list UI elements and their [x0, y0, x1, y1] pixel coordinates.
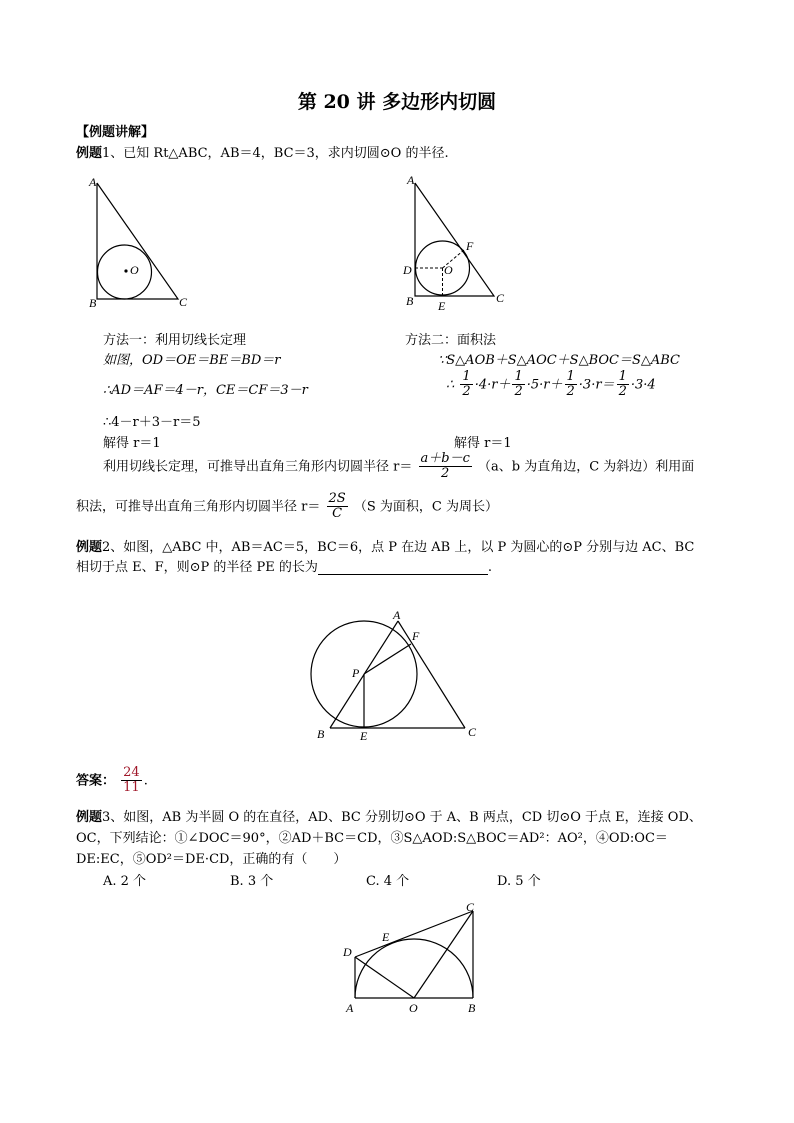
option-d[interactable]: D. 5 个: [497, 874, 541, 889]
example3-line2: OC，下列结论：①∠DOC＝90°，②AD＋BC＝CD，③S△AOD:S△BOC＝AD²：AO²，④OD:OC＝: [76, 831, 668, 846]
method1-line1: 如图，OD＝OE＝BE＝BD＝r: [103, 353, 281, 368]
fig4-label-b: B: [468, 1001, 476, 1015]
example1-label: 例题: [76, 146, 103, 161]
option-b[interactable]: B. 3 个: [230, 874, 274, 889]
fig2-label-d: D: [403, 263, 412, 277]
option-c[interactable]: C. 4 个: [366, 874, 410, 889]
method1-line4: 解得 r＝1: [103, 436, 161, 451]
figure-2-tangent-points: [398, 170, 518, 315]
method2-title: 方法二：面积法: [405, 333, 497, 348]
fig1-label-a: A: [89, 175, 97, 189]
fig2-label-c: C: [496, 291, 505, 305]
fig1-label-b: B: [89, 296, 97, 310]
fig2-label-e: E: [438, 299, 446, 313]
fig4-label-e: E: [382, 930, 390, 944]
fig4-label-o: O: [409, 1001, 418, 1015]
option-a[interactable]: A. 2 个: [103, 874, 147, 889]
fig1-label-o: O: [130, 263, 139, 277]
example2-line2: 相切于点 E、F，则⊙P 的半径 PE 的长为 .: [76, 560, 493, 575]
example1-question: [76, 142, 449, 161]
example3-line3: DE:EC，⑤OD²＝DE·CD，正确的有（ ）: [76, 852, 347, 867]
fig4-label-a: A: [346, 1001, 354, 1015]
method1-line3: ∴4－r＋3－r＝5: [103, 415, 201, 430]
section-heading: 【例题讲解】: [76, 125, 155, 140]
figure-3-circle-triangle: [305, 608, 490, 748]
page-title: 第 20 讲 多边形内切圆: [297, 91, 497, 113]
example3-line1: 例题3、如图，AB 为半圆 O 的在直径，AD、BC 分别切⊙O 于 A、B 两点，CD 切⊙O 于点 E，连接 OD、: [76, 810, 702, 825]
figure-1-triangle-incircle: [80, 170, 200, 315]
fig2-label-a: A: [407, 173, 415, 187]
answer-blank: [318, 562, 488, 575]
fig3-label-p: P: [352, 666, 360, 680]
method2-line3: 解得 r＝1: [454, 436, 512, 451]
fig2-label-b: B: [406, 294, 414, 308]
method1-title: 方法一：利用切线长定理: [103, 333, 247, 348]
method2-line1: ∵S△AOB＋S△AOC＋S△BOC＝S△ABC: [438, 353, 681, 368]
fig1-label-c: C: [179, 295, 188, 309]
method2-line2: ∴ $\frac{1}{2}$ ·4·r＋ $\frac{1}{2}$ ·5·r＋ $\frac{1}{2}$ ·3·r＝ $\frac{1}{2}$ ·3·4: [446, 369, 656, 400]
figure-4-semicircle: [335, 900, 495, 1020]
fig3-label-e: E: [360, 729, 368, 743]
fig3-label-b: B: [317, 727, 325, 741]
fig4-label-d: D: [343, 945, 352, 959]
example1-text: 1、已知 Rt△ABC，AB＝4，BC＝3，求内切圆⊙O 的半径.: [102, 146, 449, 161]
method1-line2: ∴AD＝AF＝4－r，CE＝CF＝3－r: [103, 383, 308, 398]
fig3-label-a: A: [393, 608, 401, 622]
example2-answer: 答案： $\frac{24}{11}$ .: [76, 765, 148, 796]
fig3-label-f: F: [412, 629, 420, 643]
fig2-label-o: O: [444, 263, 453, 277]
note2: 积法，可推导出直角三角形内切圆半径 r＝ $\frac{2S}{C}$ （S 为面积，C 为周长）: [76, 491, 498, 522]
fig4-label-c: C: [466, 900, 475, 914]
note1: 利用切线长定理，可推导出直角三角形内切圆半径 r＝ $\frac{a+b-c}{2}$ （a、b 为直角边，C 为斜边）利用面: [103, 451, 695, 482]
fig2-label-f: F: [466, 239, 474, 253]
fig3-label-c: C: [468, 725, 477, 739]
example2-line1: 例题2、如图，△ABC 中，AB＝AC＝5，BC＝6，点 P 在边 AB 上，以 P 为圆心的⊙P 分别与边 AC、BC: [76, 540, 695, 555]
